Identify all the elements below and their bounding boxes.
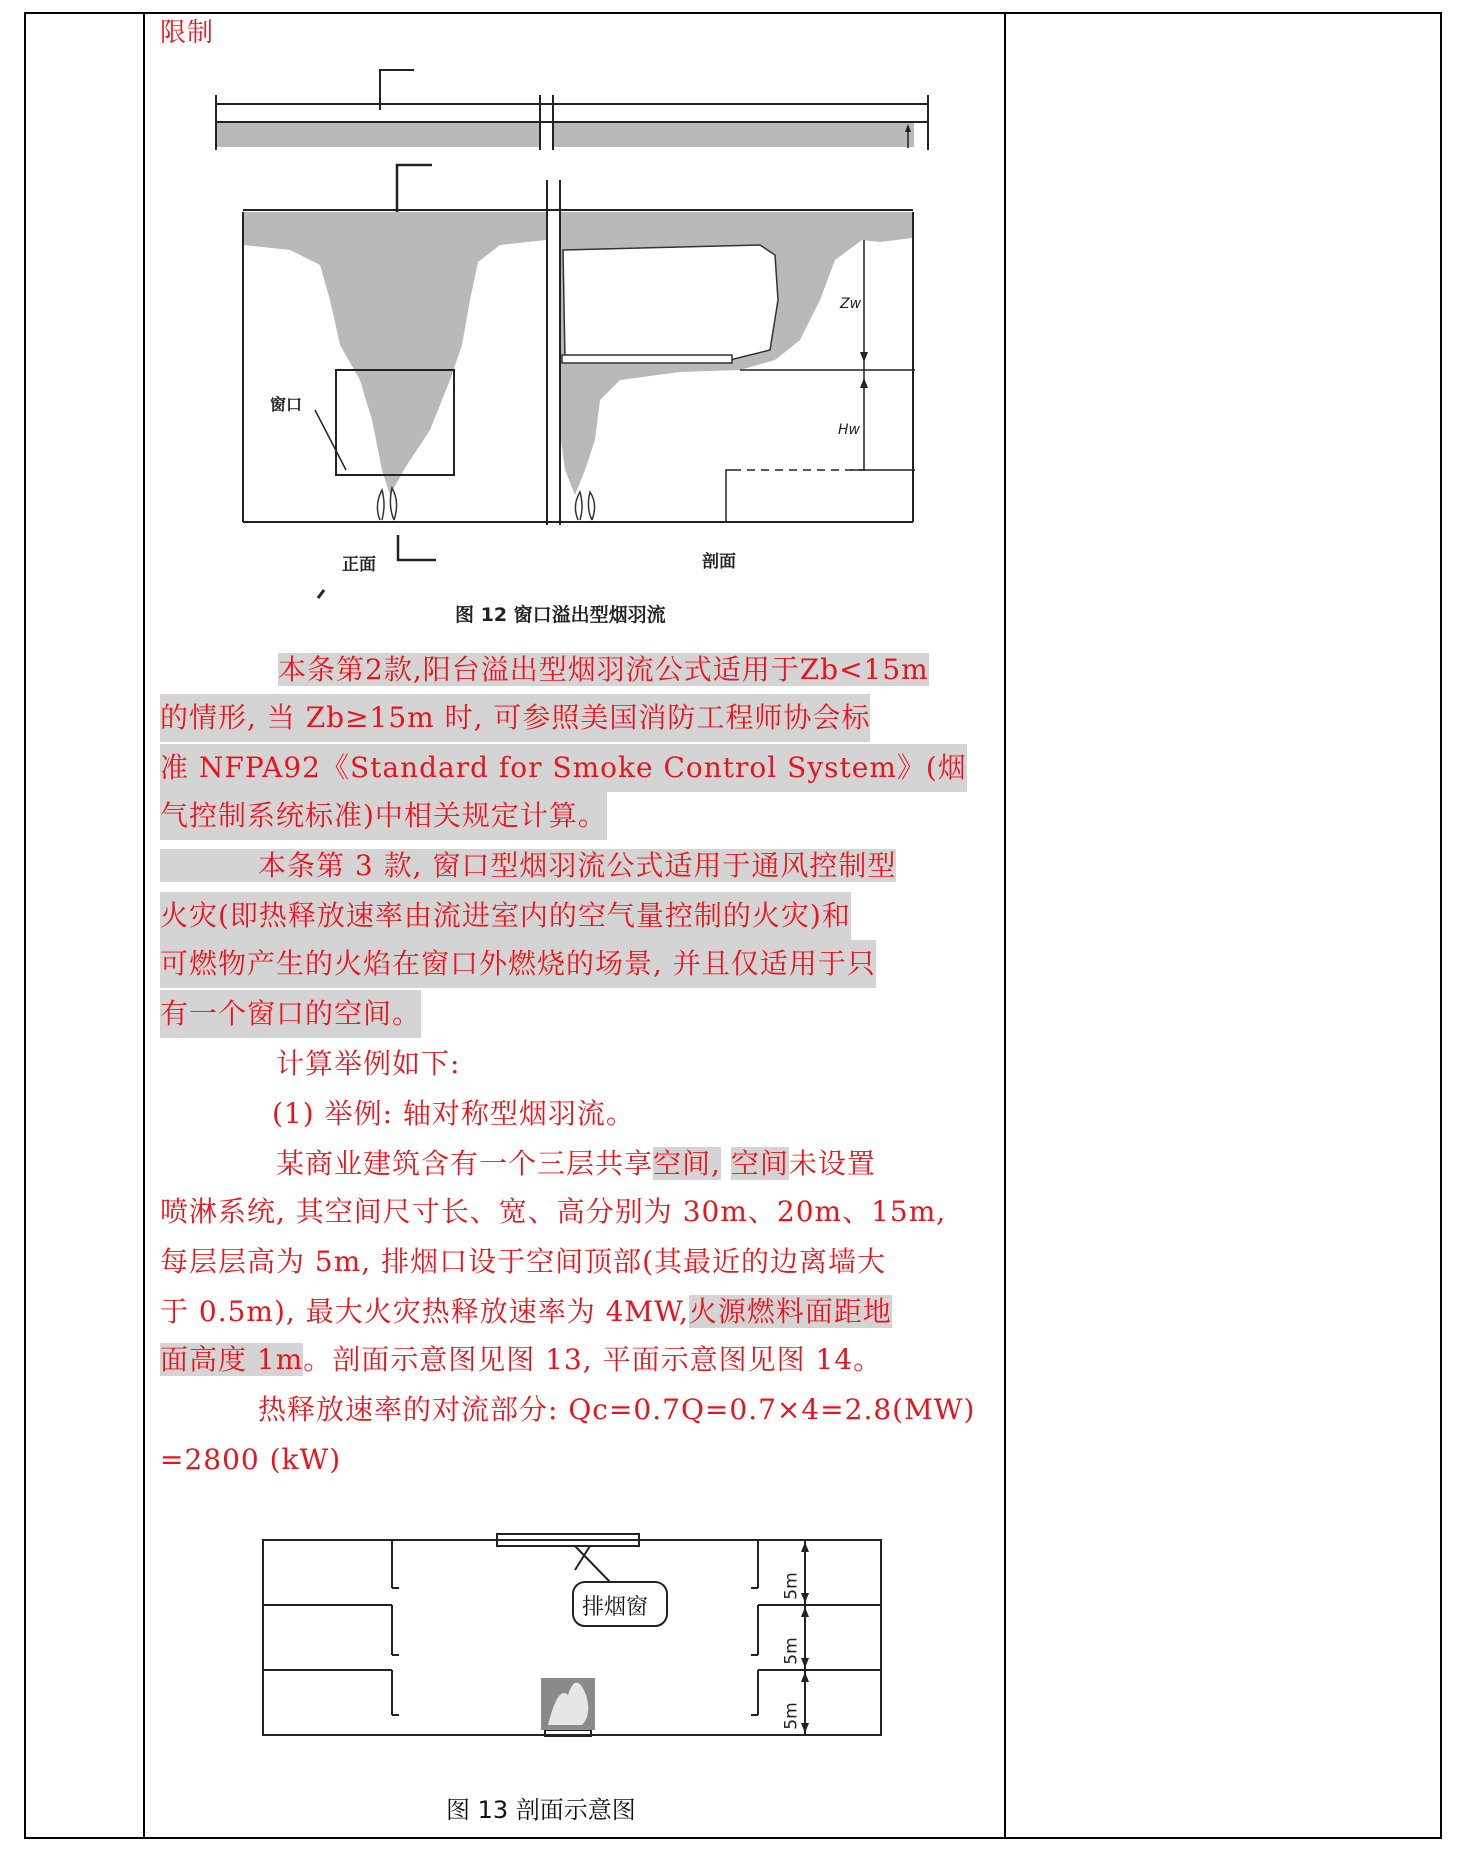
fig13-dim-top: 5m (781, 1572, 802, 1600)
paragraph-2-line-3: 可燃物产生的火焰在窗口外燃烧的场景, 并且仅适用于只 (160, 940, 876, 988)
figure-13-section (0, 1530, 1458, 1760)
paragraph-3: 计算举例如下: (276, 1047, 461, 1080)
fig12-section-label: 剖面 (702, 552, 736, 572)
fig12-front-label: 正面 (342, 555, 376, 575)
paragraph-5-line-3: 每层层高为 5m, 排烟口设于空间顶部(其最近的边离墙大 (160, 1245, 886, 1278)
paragraph-1-line-2: 的情形, 当 Zb≥15m 时, 可参照美国消防工程师协会标 (160, 694, 870, 742)
paragraph-2-line-2: 火灾(即热释放速率由流进室内的空气量控制的火灾)和 (160, 892, 851, 940)
fig13-caption: 图 13 剖面示意图 (446, 1796, 636, 1824)
fig12-zw-label: Zw (840, 296, 862, 312)
fig13-dim-bottom: 5m (781, 1702, 802, 1730)
fig12-window-label: 窗口 (270, 395, 303, 414)
paragraph-2-line-4: 有一个窗口的空间。 (160, 990, 421, 1038)
paragraph-6-line-2: =2800 (kW) (160, 1443, 342, 1476)
fig13-vent-label: 排烟窗 (582, 1595, 649, 1620)
paragraph-5-line-1: 某商业建筑含有一个三层共享空间, 空间未设置 (276, 1147, 876, 1180)
paragraph-6-line-1: 热释放速率的对流部分: Qc=0.7Q=0.7×4=2.8(MW) (258, 1393, 976, 1426)
paragraph-1-line-3: 准 NFPA92《Standard for Smoke Control System》(烟 (160, 744, 967, 792)
top-fragment-text: 限制 (160, 18, 215, 48)
paragraph-2-line-1: 本条第 3 款, 窗口型烟羽流公式适用于通风控制型 (160, 842, 896, 890)
paragraph-5-line-2: 喷淋系统, 其空间尺寸长、宽、高分别为 30m、20m、15m, (160, 1195, 947, 1228)
fig13-dim-middle: 5m (781, 1637, 802, 1665)
paragraph-5-line-5: 面高度 1m。剖面示意图见图 13, 平面示意图见图 14。 (160, 1343, 883, 1376)
fig12-caption: 图 12 窗口溢出型烟羽流 (455, 604, 666, 626)
paragraph-1-line-4: 气控制系统标准)中相关规定计算。 (160, 792, 607, 840)
paragraph-4: (1) 举例: 轴对称型烟羽流。 (272, 1097, 635, 1130)
figure-12-window-plume (0, 0, 1458, 640)
paragraph-1-line-1: 本条第2款,阳台溢出型烟羽流公式适用于Zb<15m (278, 653, 929, 686)
paragraph-5-line-4: 于 0.5m), 最大火灾热释放速率为 4MW,火源燃料面距地 (160, 1295, 892, 1328)
fig12-hw-label: Hw (838, 422, 860, 438)
